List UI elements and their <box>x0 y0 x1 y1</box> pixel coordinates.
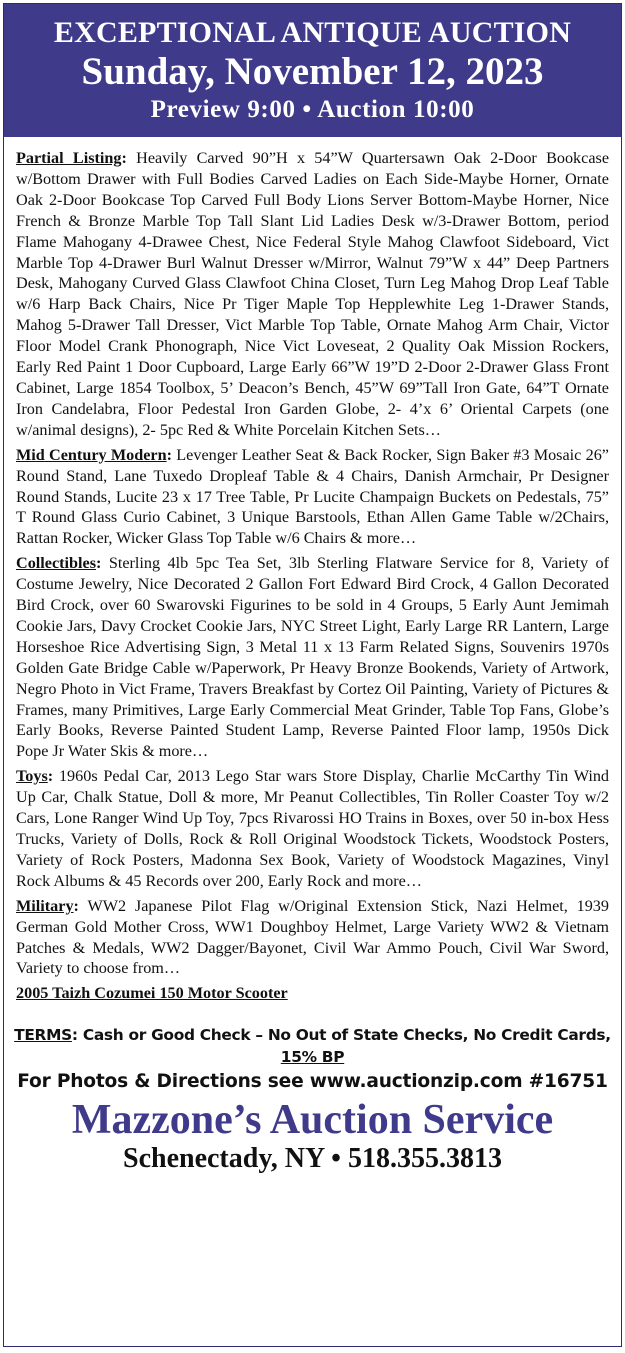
terms-line <box>4 1024 621 1068</box>
buyers-premium: 15% BP <box>280 1048 345 1067</box>
section-text: Heavily Carved 90”H x 54”W Quartersawn Oak 2-Door Bookcase w/Bottom Drawer with Full Bodies Carved Ladies on Each Side-Maybe Horner, Ornate Oak 2-Door Bookcase Top Carved Full Body Lions Server Bottom-Maybe Horner, Nice French & Bronze Marble Top Tall Slant Lid Ladies Desk w/3-Drawer Bottom, period Flame Mahogany 4-Drawee Chest, Nice Federal Style Mahog Clawfoot Sideboard, Vict Marble Top 4-Drawer Burl Walnut Dresser w/Mirror, Walnut 79”W x 44” Deep Partners Desk, Mahogany Curved Glass Clawfoot China Closet, Turn Leg Mahog Drop Leaf Table w/6 Harp Back Chairs, Nice Pr Tiger Maple Top Hepplewhite Leg 1-Drawer Stands, Mahog 5-Drawer Tall Dresser, Vict Marble Top Table, Ornate Mahog Arm Chair, Victor Floor Model Crank Phonograph, Nice Vict Loveseat, 2 Quality Oak Mission Rockers, Early Red Paint 1 Door Cupboard, Large Early 66”W 19”D 2-Door 2-Drawer Glass Front Cabinet, Large 1854 Toolbox, 5’ Deacon’s Bench, 45”W 69”Tall Iron Gate, 64”T Ornate Iron Candelabra, Floor Pedestal Iron Garden Globe, 2- 4’x 6’ Oriental Carpets (one w/animal designs), 2- 5pc Red & White Porcelain Kitchen Sets… <box>16 149 610 439</box>
section-title: Collectibles <box>16 554 97 573</box>
terms-label: TERMS <box>14 1026 72 1045</box>
footer <box>4 1024 621 1175</box>
auction-title: EXCEPTIONAL ANTIQUE AUCTION <box>53 16 572 49</box>
company-name: Mazzone’s Auction Service <box>71 1097 554 1144</box>
scooter-listing: 2005 Taizh Cozumei 150 Motor Scooter <box>16 984 288 1003</box>
section-mid-century-modern: Mid Century Modern: Levenger Leather Seat & Back Rocker, Sign Baker #3 Mosaic 26” Round Stand, Lane Tuxedo Dropleaf Table & 4 Chairs, Danish Armchair, Pr Designer Round Stands, Lucite 23 x 17 Tree Table, Pr Lucite Champaign Buckets on Pedestals, 75” T Round Glass Curio Cabinet, 3 Unique Barstools, Ethan Allen Game Table w/2Chairs, Rattan Rocker, Wicker Glass Top Table w/6 Chairs & more… <box>16 445 609 548</box>
section-military: Military: WW2 Japanese Pilot Flag w/Original Extension Stick, Nazi Helmet, 1939 German Gold Mother Cross, WW1 Doughboy Helmet, Large Variety WW2 & Vietnam Patches & Medals, WW2 Dagger/Bayonet, Civil War Ammo Pouch, Civil War Sword, Variety to choose from… <box>16 896 609 978</box>
section-title: Military <box>16 896 74 915</box>
section-title: Mid Century Modern <box>16 445 167 464</box>
auction-date: Sunday, November 12, 2023 <box>81 50 544 93</box>
section-title: Partial Listing <box>16 149 122 167</box>
listing-body <box>4 137 621 1004</box>
company-location: Schenectady, NY • 518.355.3813 <box>123 1143 502 1175</box>
auction-times: Preview 9:00 • Auction 10:00 <box>150 96 475 123</box>
auction-ad <box>3 3 622 1347</box>
section-text: Sterling 4lb 5pc Tea Set, 3lb Sterling Flatware Service for 8, Variety of Costume Jewelry, Nice Decorated 2 Gallon Fort Edward Bird Crock, 4 Gallon Decorated Bird Crock, over 60 Swarovski Figurines to be sold in 4 Groups, 5 Early Aunt Jemimah Cookie Jars, Davy Crocket Cookie Jars, NYC Street Light, Early Large RR Lantern, Large Horseshoe Rice Advertising Sign, 3 Metal 11 x 13 Farm Related Signs, Souvenirs 1970s Golden Gate Bridge Cable w/Paperwork, Pr Heavy Bronze Bookends, Variety of Artwork, Negro Photo in Vict Frame, Travers Breakfast by Cortez Oil Painting, Variety of Pictures & Frames, many Primitives, Large Early Commercial Meat Grinder, Table Top Fans, Globe’s Early Books, Reverse Painted Student Lamp, Reverse Painted Floor lamp, 1950s Dick Pope Jr Water Skis & more… <box>16 554 609 761</box>
section-collectibles: Collectibles: Sterling 4lb 5pc Tea Set, 3lb Sterling Flatware Service for 8, Variety of Costume Jewelry, Nice Decorated 2 Gallon Fort Edward Bird Crock, 4 Gallon Decorated Bird Crock, over 60 Swarovski Figurines to be sold in 4 Groups, 5 Early Aunt Jemimah Cookie Jars, Davy Crocket Cookie Jars, NYC Street Light, Early Large RR Lantern, Large Horseshoe Rice Advertising Sign, 3 Metal 11 x 13 Farm Related Signs, Souvenirs 1970s Golden Gate Bridge Cable w/Paperwork, Pr Heavy Bronze Bookends, Variety of Artwork, Negro Photo in Vict Frame, Travers Breakfast by Cortez Oil Painting, Variety of Pictures & Frames, many Primitives, Large Early Commercial Meat Grinder, Table Top Fans, Globe’s Early Books, Reverse Painted Student Lamp, Reverse Painted Floor lamp, 1950s Dick Pope Jr Water Skis & more… <box>16 554 609 761</box>
section-text: Levenger Leather Seat & Back Rocker, Sign Baker #3 Mosaic 26” Round Stand, Lane Tuxedo Dropleaf Table & 4 Chairs, Danish Armchair, Pr Designer Round Stands, Lucite 23 x 17 Tree Table, Pr Lucite Champaign Buckets on Pedestals, 75” T Round Glass Curio Cabinet, 3 Unique Barstools, Ethan Allen Game Table w/2Chairs, Rattan Rocker, Wicker Glass Top Table w/6 Chairs & more… <box>16 445 609 548</box>
section-text: WW2 Japanese Pilot Flag w/Original Extension Stick, Nazi Helmet, 1939 German Gold Mother Cross, WW1 Doughboy Helmet, Large Variety WW2 & Vietnam Patches & Medals, WW2 Dagger/Bayonet, Civil War Ammo Pouch, Civil War Sword, Variety to choose from… <box>16 896 609 978</box>
photos-directions: For Photos & Directions see www.auctionzip.com #16751 <box>17 1071 608 1093</box>
header-banner <box>4 4 621 137</box>
section-toys: Toys: 1960s Pedal Car, 2013 Lego Star wars Store Display, Charlie McCarthy Tin Wind Up Car, Chalk Statue, Doll & more, Mr Peanut Collectibles, Tin Roller Coaster Toy w/2 Cars, Lone Ranger Wind Up Toy, 7pcs Rivarossi HO Trains in Boxes, over 50 in-box Hess Trucks, Variety of Dolls, Rock & Roll Original Woodstock Tickets, Woodstock Posters, Variety of Rock Posters, Madonna Sex Book, Variety of Woodstock Magazines, Vinyl Rock Albums & 45 Records over 200, Early Rock and more… <box>16 767 610 890</box>
section-title: Toys <box>16 767 48 786</box>
terms-text: : Cash or Good Check – No Out of State Checks, No Credit Cards, <box>71 1026 611 1045</box>
section-text: 1960s Pedal Car, 2013 Lego Star wars Store Display, Charlie McCarthy Tin Wind Up Car, Chalk Statue, Doll & more, Mr Peanut Collectibles, Tin Roller Coaster Toy w/2 Cars, Lone Ranger Wind Up Toy, 7pcs Rivarossi HO Trains in Boxes, over 50 in-box Hess Trucks, Variety of Dolls, Rock & Roll Original Woodstock Tickets, Woodstock Posters, Variety of Rock Posters, Madonna Sex Book, Variety of Woodstock Magazines, Vinyl Rock Albums & 45 Records over 200, Early Rock and more… <box>16 767 610 890</box>
section-partial-listing: Partial Listing: Heavily Carved 90”H x 54”W Quartersawn Oak 2-Door Bookcase w/Bottom Drawer with Full Bodies Carved Ladies on Each Side-Maybe Horner, Ornate Oak 2-Door Bookcase Top Carved Full Body Lions Server Bottom-Maybe Horner, Nice French & Bronze Marble Top Tall Slant Lid Ladies Desk w/3-Drawer Bottom, period Flame Mahogany 4-Drawee Chest, Nice Federal Style Mahog Clawfoot Sideboard, Vict Marble Top 4-Drawer Burl Walnut Dresser w/Mirror, Walnut 79”W x 44” Deep Partners Desk, Mahogany Curved Glass Clawfoot China Closet, Turn Leg Mahog Drop Leaf Table w/6 Harp Back Chairs, Nice Pr Tiger Maple Top Hepplewhite Leg 1-Drawer Stands, Mahog 5-Drawer Tall Dresser, Vict Marble Top Table, Ornate Mahog Arm Chair, Victor Floor Model Crank Phonograph, Nice Vict Loveseat, 2 Quality Oak Mission Rockers, Early Red Paint 1 Door Cupboard, Large Early 66”W 19”D 2-Door 2-Drawer Glass Front Cabinet, Large 1854 Toolbox, 5’ Deacon’s Bench, 45”W 69”Tall Iron Gate, 64”T Ornate Iron Candelabra, Floor Pedestal Iron Garden Globe, 2- 4’x 6’ Oriental Carpets (one w/animal designs), 2- 5pc Red & White Porcelain Kitchen Sets… <box>16 149 610 439</box>
